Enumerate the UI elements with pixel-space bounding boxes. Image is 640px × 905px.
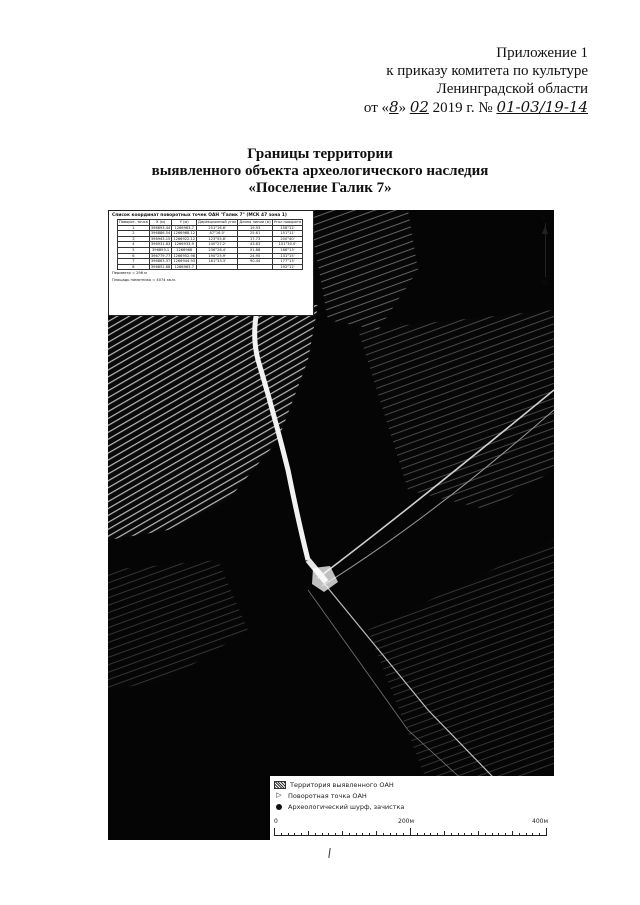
scale-tick	[322, 833, 323, 836]
scale-label-start: 0	[274, 818, 278, 825]
scale-tick	[369, 833, 370, 836]
map-legend	[270, 776, 554, 840]
scale-tick	[308, 831, 309, 836]
scale-tick	[301, 833, 302, 836]
legend-item-turning-point: ▷ Поворотная точка ОАН	[274, 791, 367, 800]
hatch-icon	[274, 781, 286, 789]
scale-tick	[539, 833, 540, 836]
scale-tick	[532, 833, 533, 836]
scale-tick	[349, 833, 350, 836]
scale-tick	[383, 833, 384, 836]
scale-tick	[492, 833, 493, 836]
scale-tick	[519, 833, 520, 836]
area-note: Площадь памятника = 4074 кв.м.	[112, 277, 176, 282]
scale-tick	[498, 833, 499, 836]
order-date-line: от «8» 02 2019 г. № 01-03/19-14	[363, 98, 588, 116]
scale-tick	[328, 833, 329, 836]
scale-tick	[281, 833, 282, 836]
scale-tick	[512, 831, 513, 836]
handwritten-month: 02	[409, 98, 429, 116]
scale-tick	[376, 831, 377, 836]
scale-tick	[458, 833, 459, 836]
table-row: 5 396893.1 1266968 236°28.4' 51.88 168°13'	[118, 247, 303, 253]
north-label: С	[542, 214, 547, 221]
scale-tick	[410, 828, 411, 836]
scale-tick	[485, 833, 486, 836]
scale-tick	[424, 833, 425, 836]
region-name: Ленинградской области	[436, 81, 588, 97]
scale-label-end: 400м	[532, 818, 548, 825]
scale-tick	[342, 831, 343, 836]
table-header-cell: Дирекционный угол	[198, 220, 237, 224]
scale-tick	[403, 833, 404, 836]
coordinate-table	[117, 219, 303, 270]
handwritten-day: 8	[389, 98, 399, 116]
table-row: 6 396779.77 1266952.98 190°25.9' 24.95 131°15'	[118, 253, 303, 259]
table-row: 8 396852.88 1266963.7 192°12'	[118, 264, 303, 270]
scale-tick	[362, 833, 363, 836]
scale-tick	[356, 833, 357, 836]
scale-tick	[437, 833, 438, 836]
scale-tick	[274, 828, 275, 836]
perimeter-note: Периметр = 296 м	[112, 271, 147, 276]
south-label: Ю	[542, 280, 549, 287]
table-row: 4 396931.83 1266933.9 140°27.2' 43.63 151°30.0'	[118, 242, 303, 248]
scale-tick	[478, 831, 479, 836]
table-header-cell: Y (м)	[172, 220, 197, 226]
scale-tick	[526, 833, 527, 836]
order-header	[288, 44, 588, 117]
document-title: Границы территории выявленного объекта археологического наследия «Поселение Галик 7»	[151, 146, 489, 196]
coordinate-table-caption: Список координат поворотных точек ОАН "Галик 7" (МСК 47 зона 1)	[112, 213, 287, 218]
scale-tick	[451, 833, 452, 836]
triangle-icon: ▷	[276, 791, 282, 799]
scale-tick	[444, 831, 445, 836]
scale-tick	[417, 833, 418, 836]
coordinate-table-panel	[108, 210, 314, 316]
scale-tick	[396, 833, 397, 836]
legend-item-pit: Археологический шурф, зачистка	[274, 802, 404, 811]
table-header-cell: Угол поворота	[273, 220, 302, 224]
appendix-label: Приложение 1	[496, 45, 588, 61]
scale-tick	[471, 833, 472, 836]
table-row: 2 396886.54 1266968.12 87°16.0' 25.61 151°11'	[118, 231, 303, 237]
table-header-cell: Длина линии (м)	[239, 220, 271, 224]
scale-tick	[288, 833, 289, 836]
scale-label-mid: 200м	[398, 818, 414, 825]
scale-tick	[390, 833, 391, 836]
dot-icon	[276, 804, 282, 810]
scale-tick	[294, 833, 295, 836]
scale-tick	[464, 833, 465, 836]
scale-tick	[546, 828, 547, 836]
table-row: 1 396693.44 1266963.7 251°16.6' 19.93 158°12'	[118, 225, 303, 231]
table-row: 3 396943.15 1266922.12 123°55.8' 17.73 200°40'	[118, 236, 303, 242]
north-arrow	[540, 214, 552, 288]
scale-bar	[274, 827, 546, 836]
scale-tick	[430, 833, 431, 836]
scale-tick	[335, 833, 336, 836]
scan-mark	[328, 848, 330, 858]
legend-item-territory: Территория выявленного ОАН	[274, 780, 394, 789]
scale-tick	[315, 833, 316, 836]
handwritten-order-number: 01-03/19-14	[496, 98, 588, 116]
arrow-up-icon	[542, 226, 548, 234]
order-reference: к приказу комитета по культуре	[386, 63, 588, 79]
table-header-cell: X (м)	[149, 220, 171, 226]
table-header-cell: Поворот. точка	[119, 220, 148, 224]
scale-tick	[505, 833, 506, 836]
table-row: 7 396863.37 1266944.93 161°33.3' 90.44 177°13'	[118, 259, 303, 265]
